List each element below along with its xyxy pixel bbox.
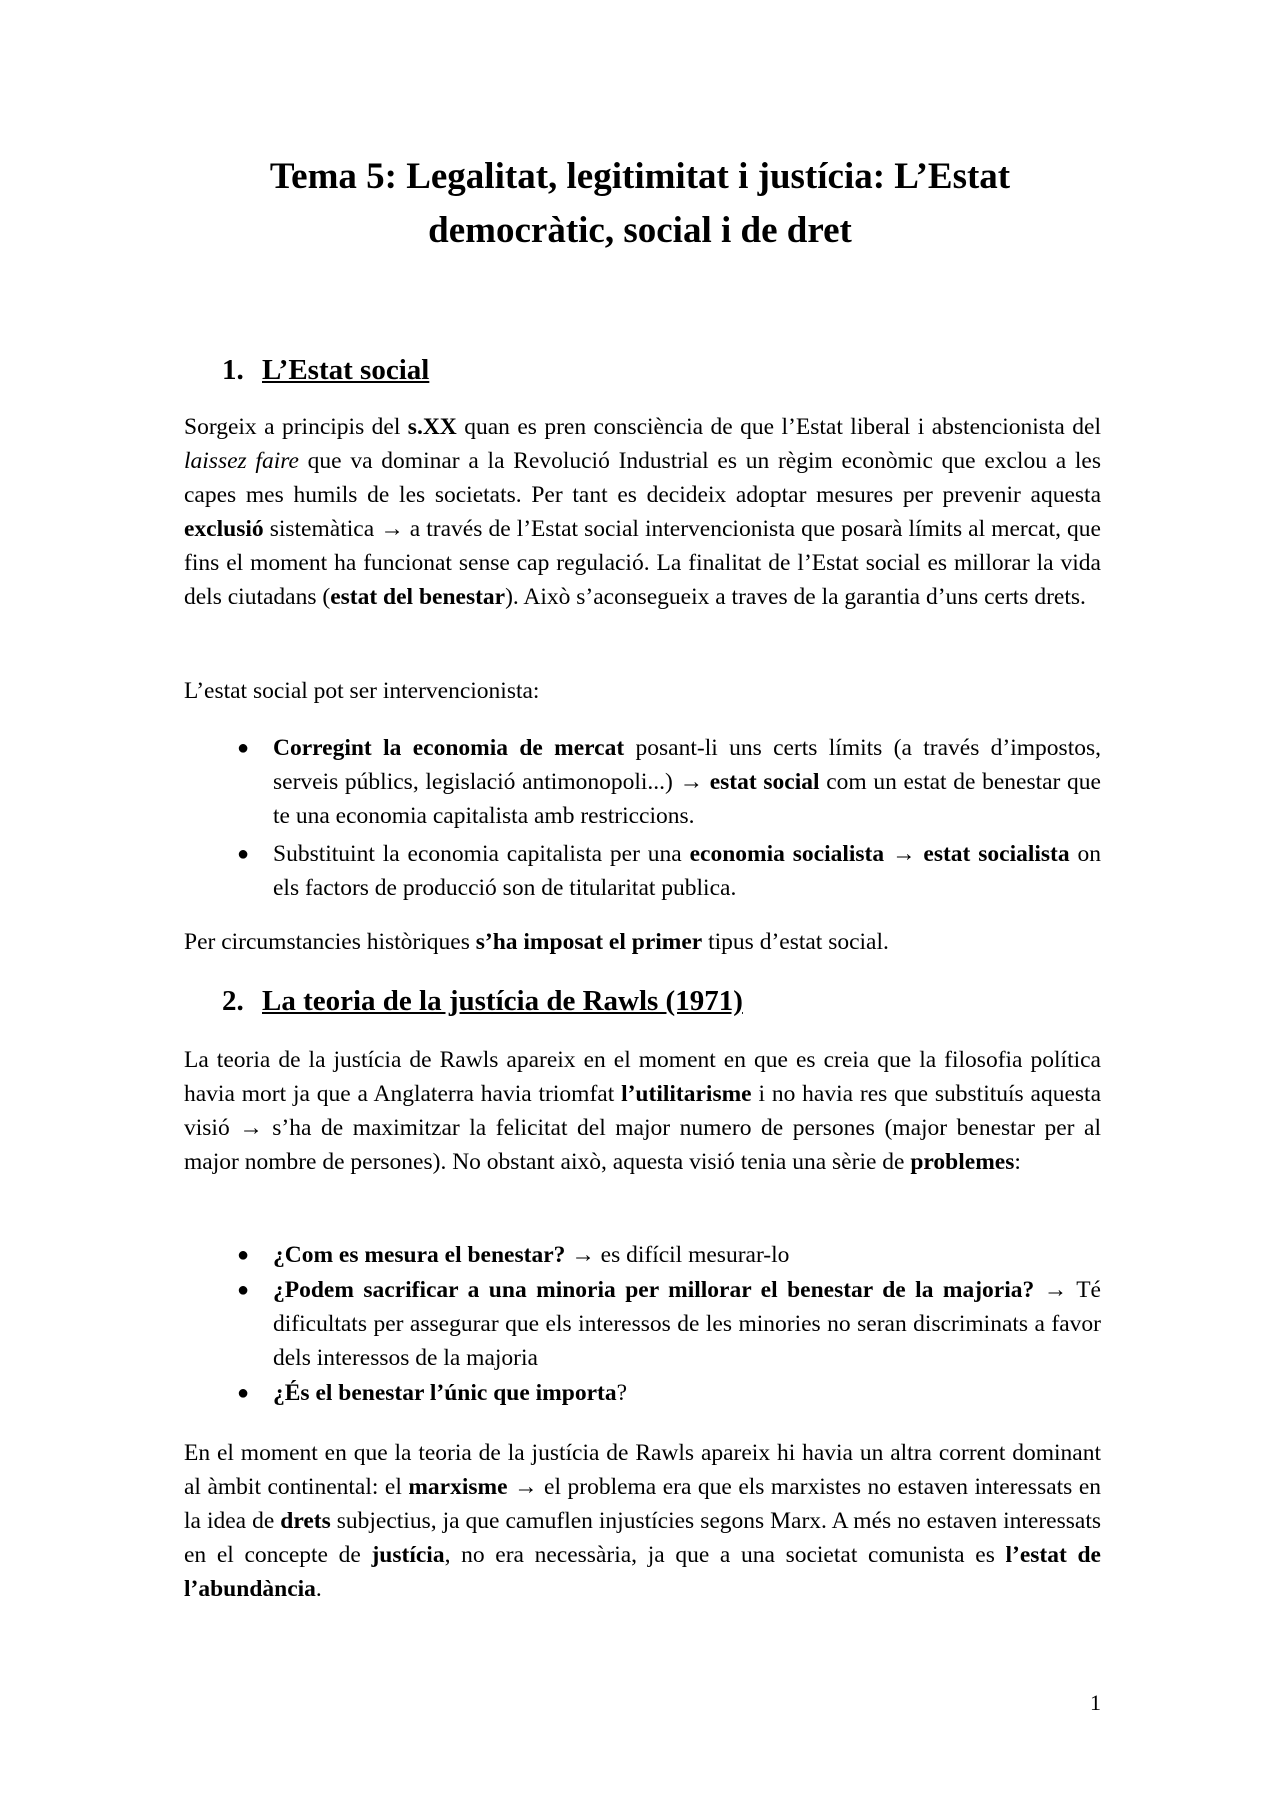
section-1-paragraph-3: Per circumstancies històriques s’ha imposat el primer tipus d’estat social. xyxy=(184,929,889,955)
list-item: ● ¿Podem sacrificar a una minoria per millorar el benestar de la majoria? → Té dificultats per assegurar que els interessos de les minories no seran discriminats a favor dels interessos de la majoria xyxy=(184,1273,1101,1375)
bullet-dot-icon: ● xyxy=(237,1382,250,1404)
section-2-paragraph-1: La teoria de la justícia de Rawls apareix en el moment en que es creia que la filosofia política havia mort ja que a Anglaterra havia triomfat l’utilitarisme i no havia res que substituís aquesta visió → s’ha de maximitzar la felicitat del major numero de persones (major benestar per al major nombre de persones). No obstant això, aquesta visió tenia una sèrie de problemes: xyxy=(184,1047,1101,1175)
bullet-dot-icon: ● xyxy=(237,1279,250,1301)
section-1-bullet-list xyxy=(184,731,1101,905)
section-1-paragraph-1: Sorgeix a principis del s.XX quan es pren consciència de que l’Estat liberal i abstencionista del laissez faire que va dominar a la Revolució Industrial es un règim econòmic que exclou a les capes mes humils de les societats. Per tant es decideix adoptar mesures per prevenir aquesta exclusió sistemàtica → a través de l’Estat social intervencionista que posarà límits al mercat, que fins el moment ha funcionat sense cap regulació. La finalitat de l’Estat social es millorar la vida dels ciutadans (estat del benestar). Això s’aconsegueix a traves de la garantia d’uns certs drets. xyxy=(184,414,1101,610)
section-1-paragraph-2: L’estat social pot ser intervencionista: xyxy=(184,678,540,704)
list-item: ● ¿Com es mesura el benestar? → es difícil mesurar-lo xyxy=(184,1238,1101,1272)
document-title xyxy=(184,150,1096,258)
section-1-number: 1. xyxy=(222,354,244,386)
section-2-title: La teoria de la justícia de Rawls (1971) xyxy=(262,985,743,1017)
section-2-paragraph-2: En el moment en que la teoria de la justícia de Rawls apareix hi havia un altra corrent dominant al àmbit continental: el marxisme → el problema era que els marxistes no estaven interessats en la idea de drets subjectius, ja que camuflen injustícies segons Marx. A més no estaven interessats en el concepte de justícia, no era necessària, ja que a una societat comunista es l’estat de l’abundància. xyxy=(184,1440,1102,1602)
list-item: ● Substituint la economia capitalista per una economia socialista → estat socialista on els factors de producció son de titularitat publica. xyxy=(184,837,1101,905)
bullet-dot-icon: ● xyxy=(237,737,250,759)
bullet-dot-icon: ● xyxy=(237,1244,250,1266)
title-line-2: democràtic, social i de dret xyxy=(428,210,852,251)
page-number: 1 xyxy=(1090,1690,1101,1715)
bullet-dot-icon: ● xyxy=(237,843,250,865)
section-2-bullet-list xyxy=(184,1238,1101,1410)
section-1-heading xyxy=(222,352,429,388)
section-2-heading xyxy=(222,983,743,1019)
list-item: ● ¿És el benestar l’únic que importa? xyxy=(184,1376,1101,1410)
title-line-1: Tema 5: Legalitat, legitimitat i justícia: L’Estat xyxy=(269,156,1011,197)
section-2-number: 2. xyxy=(222,985,244,1017)
list-item: ● Corregint la economia de mercat posant-li uns certs límits (a través d’impostos, serveis públics, legislació antimonopoli...) → estat social com un estat de benestar que te una economia capitalista amb restriccions. xyxy=(184,731,1101,833)
section-1-title: L’Estat social xyxy=(262,354,430,386)
